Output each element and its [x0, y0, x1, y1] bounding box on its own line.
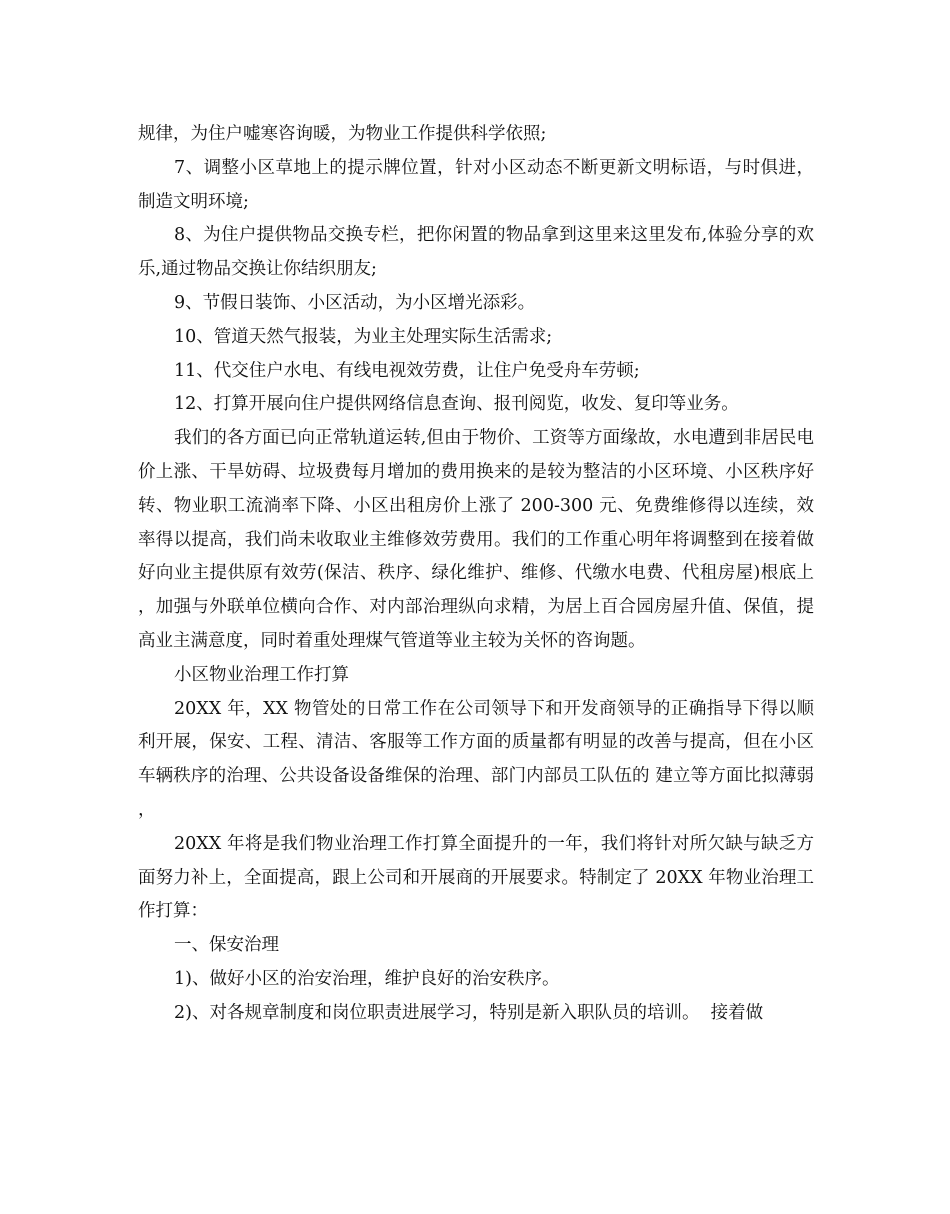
- list-item-2: 2)、对各规章制度和岗位职责进展学习，特别是新入职队员的培训。 接着做: [174, 1002, 764, 1023]
- section-heading: 小区物业治理工作打算: [174, 664, 349, 685]
- paragraph-item-7: 7、调整小区草地上的提示牌位置，针对小区动态不断更新文明标语，与时俱进，制造文明环境;: [138, 157, 814, 212]
- list-item-1: 1)、做好小区的治安治理，维护良好的治安秩序。: [174, 968, 560, 989]
- paragraph-item-9: 9、节假日装饰、小区活动，为小区增光添彩。: [174, 292, 536, 313]
- paragraph-item-8: 8、为住户提供物品交换专栏，把你闲置的物品拿到这里来这里发布,体验分享的欢乐,通过物品交换让你结织朋友;: [138, 225, 814, 280]
- paragraph-item-11: 11、代交住户水电、有线电视效劳费，让住户免受舟车劳顿;: [174, 360, 640, 381]
- paragraph-item-10: 10、管道天然气报装，为业主处理实际生活需求;: [174, 326, 553, 347]
- paragraph-overview: 20XX 年，XX 物管处的日常工作在公司领导下和开发商领导的正确指导下得以顺利开展，保安、工程、清洁、客服等工作方面的质量都有明显的改善与提高，但在小区车辆秩序的治理、公共设备设备维保的治理、部门内部员工队伍的 建立等方面比拟薄弱，: [138, 698, 814, 820]
- subsection-heading: 一、保安治理: [174, 935, 279, 956]
- paragraph-plan-intro: 20XX 年将是我们物业治理工作打算全面提升的一年，我们将针对所欠缺与缺乏方面努力补上，全面提高，跟上公司和开展商的开展要求。特制定了 20XX 年物业治理工作打算：: [138, 833, 814, 922]
- document-body: [138, 118, 814, 1031]
- paragraph-summary: 我们的各方面已向正常轨道运转,但由于物价、工资等方面缘故，水电遭到非居民电价上涨、干旱妨碍、垃圾费每月增加的费用换来的是较为整洁的小区环境、小区秩序好转、物业职工流淌率下降、小区出租房价上涨了 200-300 元、免费维修得以连续，效率得以提高，我们尚未收取业主维修效劳费用。我们的工作重心明年将调整到在接着做好向业主提供原有效劳(保洁、秩序、绿化维护、维修、代缴水电费、代租房屋)根底上，加强与外联单位横向合作、对内部治理纵向求精，为居上百合园房屋升值、保值，提高业主满意度，同时着重处理煤气管道等业主较为关怀的咨询题。: [138, 428, 814, 651]
- paragraph-item-12: 12、打算开展向住户提供网络信息查询、报刊阅览，收发、复印等业务。: [174, 394, 739, 415]
- paragraph-continuation: 规律，为住户嘘寒咨询暖，为物业工作提供科学依照;: [138, 124, 547, 144]
